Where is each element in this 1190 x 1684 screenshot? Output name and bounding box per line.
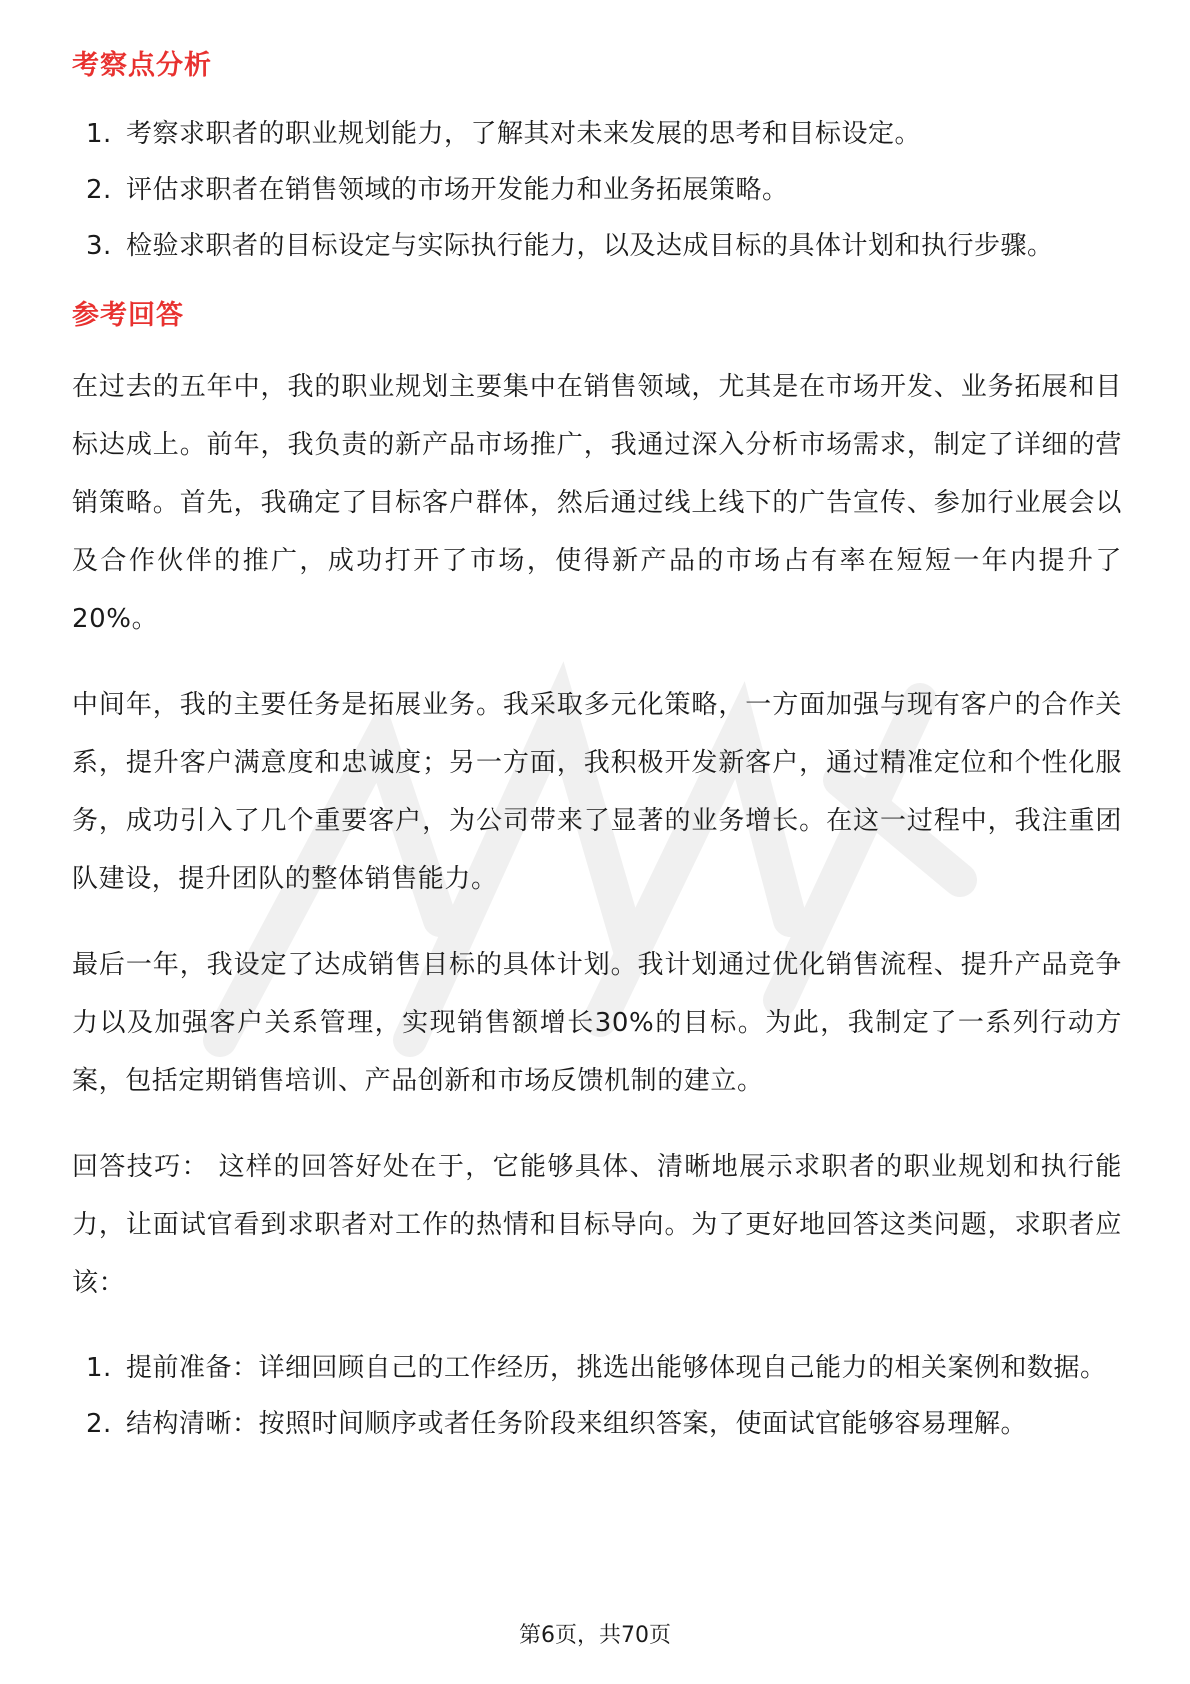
- list-item: [72, 1340, 1122, 1396]
- analysis-heading: 考察点分析: [72, 50, 212, 81]
- list-item: [72, 218, 1122, 274]
- list-item-text: 考察求职者的职业规划能力，了解其对未来发展的思考和目标设定。: [126, 119, 922, 149]
- list-item: [72, 106, 1122, 162]
- list-item-text: 评估求职者在销售领域的市场开发能力和业务拓展策略。: [126, 175, 789, 205]
- tips-list: [72, 1340, 1122, 1452]
- analysis-list: [72, 106, 1122, 274]
- list-item: [72, 162, 1122, 218]
- list-item-text: 提前准备：详细回顾自己的工作经历，挑选出能够体现自己能力的相关案例和数据。: [126, 1353, 1107, 1383]
- list-number: 1.: [86, 1353, 112, 1383]
- answer-paragraph: 中间年，我的主要任务是拓展业务。我采取多元化策略，一方面加强与现有客户的合作关系，提升客户满意度和忠诚度；另一方面，我积极开发新客户，通过精准定位和个性化服务，成功引入了几个重要客户，为公司带来了显著的业务增长。在这一过程中，我注重团队建设，提升团队的整体销售能力。: [72, 690, 1122, 894]
- document-content: [72, 46, 1122, 1452]
- list-item-text: 结构清晰：按照时间顺序或者任务阶段来组织答案，使面试官能够容易理解。: [126, 1409, 1028, 1439]
- list-number: 1.: [86, 119, 112, 149]
- list-item-text: 检验求职者的目标设定与实际执行能力，以及达成目标的具体计划和执行步骤。: [126, 231, 1054, 261]
- answer-heading: 参考回答: [72, 300, 184, 331]
- tips-paragraph: 回答技巧： 这样的回答好处在于，它能够具体、清晰地展示求职者的职业规划和执行能力，让面试官看到求职者对工作的热情和目标导向。为了更好地回答这类问题，求职者应该：: [72, 1152, 1122, 1298]
- answer-paragraph: 在过去的五年中，我的职业规划主要集中在销售领域，尤其是在市场开发、业务拓展和目标达成上。前年，我负责的新产品市场推广，我通过深入分析市场需求，制定了详细的营销策略。首先，我确定了目标客户群体，然后通过线上线下的广告宣传、参加行业展会以及合作伙伴的推广，成功打开了市场，使得新产品的市场占有率在短短一年内提升了20%。: [72, 372, 1122, 634]
- list-number: 2.: [86, 1409, 112, 1439]
- list-item: [72, 1396, 1122, 1452]
- page-number: 第6页，共70页: [519, 1623, 671, 1648]
- answer-paragraph: 最后一年，我设定了达成销售目标的具体计划。我计划通过优化销售流程、提升产品竞争力以及加强客户关系管理，实现销售额增长30%的目标。为此，我制定了一系列行动方案，包括定期销售培训、产品创新和市场反馈机制的建立。: [72, 950, 1122, 1096]
- page-footer: [0, 1618, 1190, 1649]
- list-number: 2.: [86, 175, 112, 205]
- list-number: 3.: [86, 231, 112, 261]
